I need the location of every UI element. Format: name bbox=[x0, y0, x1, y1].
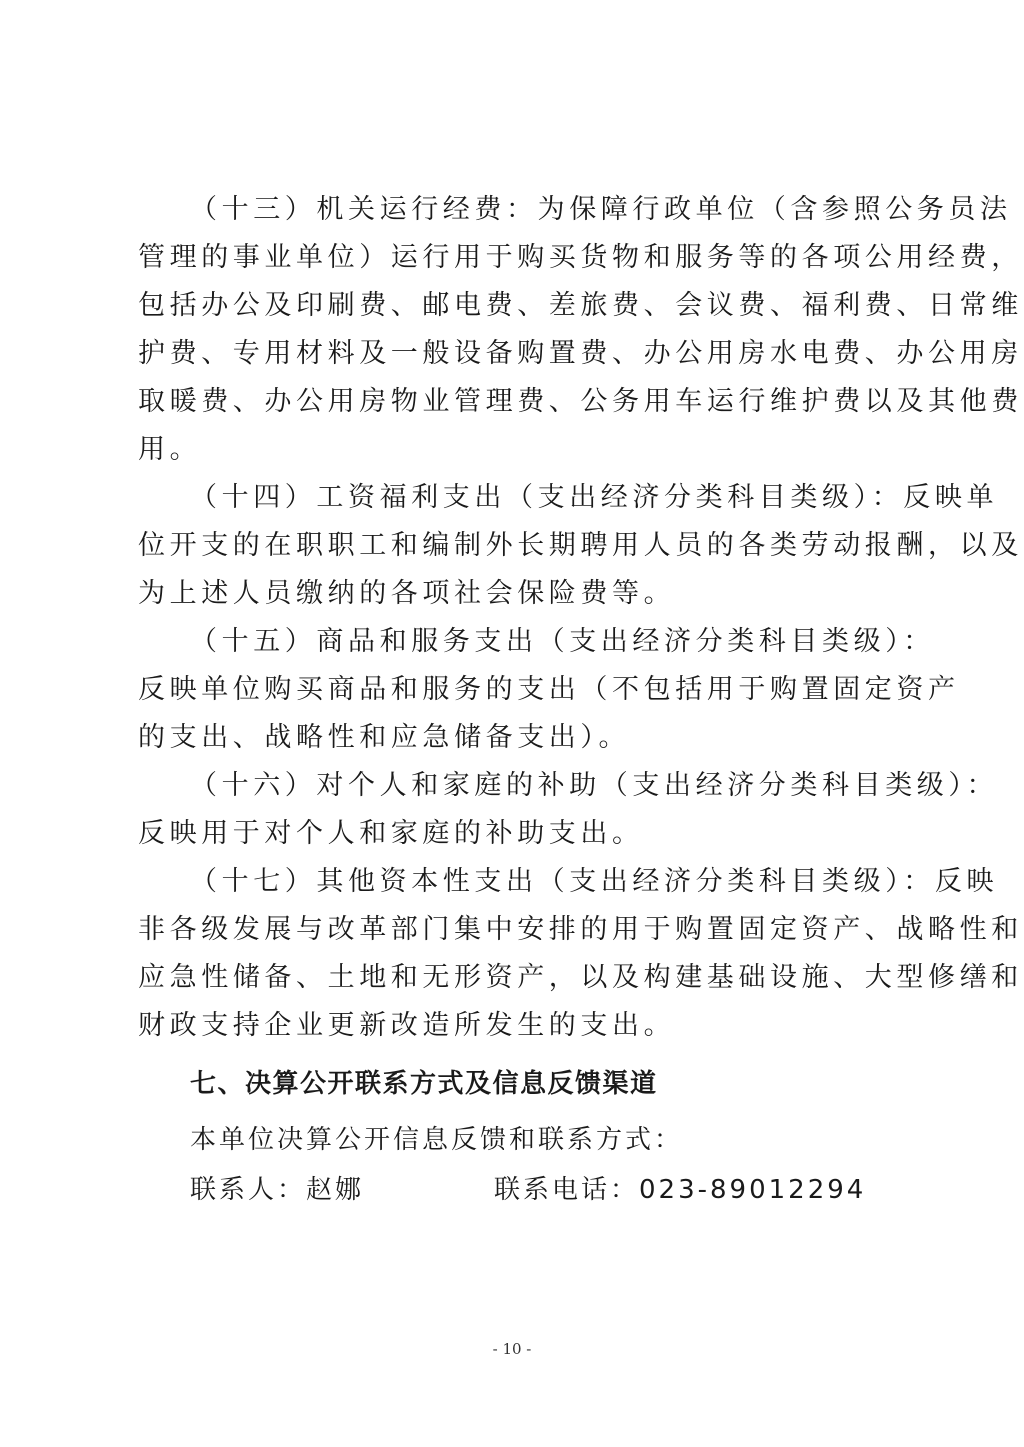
paragraph-line: 反映单位购买商品和服务的支出（不包括用于购置固定资产 bbox=[138, 674, 960, 705]
paragraph-line: 位开支的在职职工和编制外长期聘用人员的各类劳动报酬，以及 bbox=[138, 530, 1023, 561]
paragraph-line: （十五）商品和服务支出（支出经济分类科目类级）： bbox=[190, 626, 935, 657]
contact-phone: 联系电话：023-89012294 bbox=[494, 1175, 867, 1205]
paragraph-line: （十六）对个人和家庭的补助（支出经济分类科目类级）： bbox=[190, 770, 999, 801]
paragraph-line: 为上述人员缴纳的各项社会保险费等。 bbox=[138, 578, 676, 609]
paragraph-line: 非各级发展与改革部门集中安排的用于购置固定资产、战略性和 bbox=[138, 914, 1023, 945]
paragraph-line: （十四）工资福利支出（支出经济分类科目类级）：反映单 bbox=[190, 482, 999, 513]
page-number: - 10 - bbox=[492, 1340, 532, 1358]
section-heading: 七、决算公开联系方式及信息反馈渠道 bbox=[190, 1069, 658, 1099]
paragraph-line: 反映用于对个人和家庭的补助支出。 bbox=[138, 818, 644, 849]
contact-intro: 本单位决算公开信息反馈和联系方式： bbox=[190, 1125, 684, 1155]
paragraph-line: 取暖费、办公用房物业管理费、公务用车运行维护费以及其他费 bbox=[138, 386, 1023, 417]
paragraph-line: 管理的事业单位）运行用于购买货物和服务等的各项公用经费， bbox=[138, 242, 1023, 273]
paragraph-line: 应急性储备、土地和无形资产，以及构建基础设施、大型修缮和 bbox=[138, 962, 1023, 993]
paragraph-line: （十三）机关运行经费：为保障行政单位（含参照公务员法 bbox=[190, 194, 1012, 225]
paragraph-line: 包括办公及印刷费、邮电费、差旅费、会议费、福利费、日常维 bbox=[138, 290, 1023, 321]
paragraph-line: 护费、专用材料及一般设备购置费、办公用房水电费、办公用房 bbox=[138, 338, 1023, 369]
paragraph-line: 财政支持企业更新改造所发生的支出。 bbox=[138, 1010, 676, 1041]
paragraph-line: 用。 bbox=[138, 434, 202, 465]
contact-person: 联系人：赵娜 bbox=[190, 1175, 365, 1205]
paragraph-line: 的支出、战略性和应急储备支出）。 bbox=[138, 722, 631, 753]
paragraph-line: （十七）其他资本性支出（支出经济分类科目类级）：反映 bbox=[190, 866, 999, 897]
